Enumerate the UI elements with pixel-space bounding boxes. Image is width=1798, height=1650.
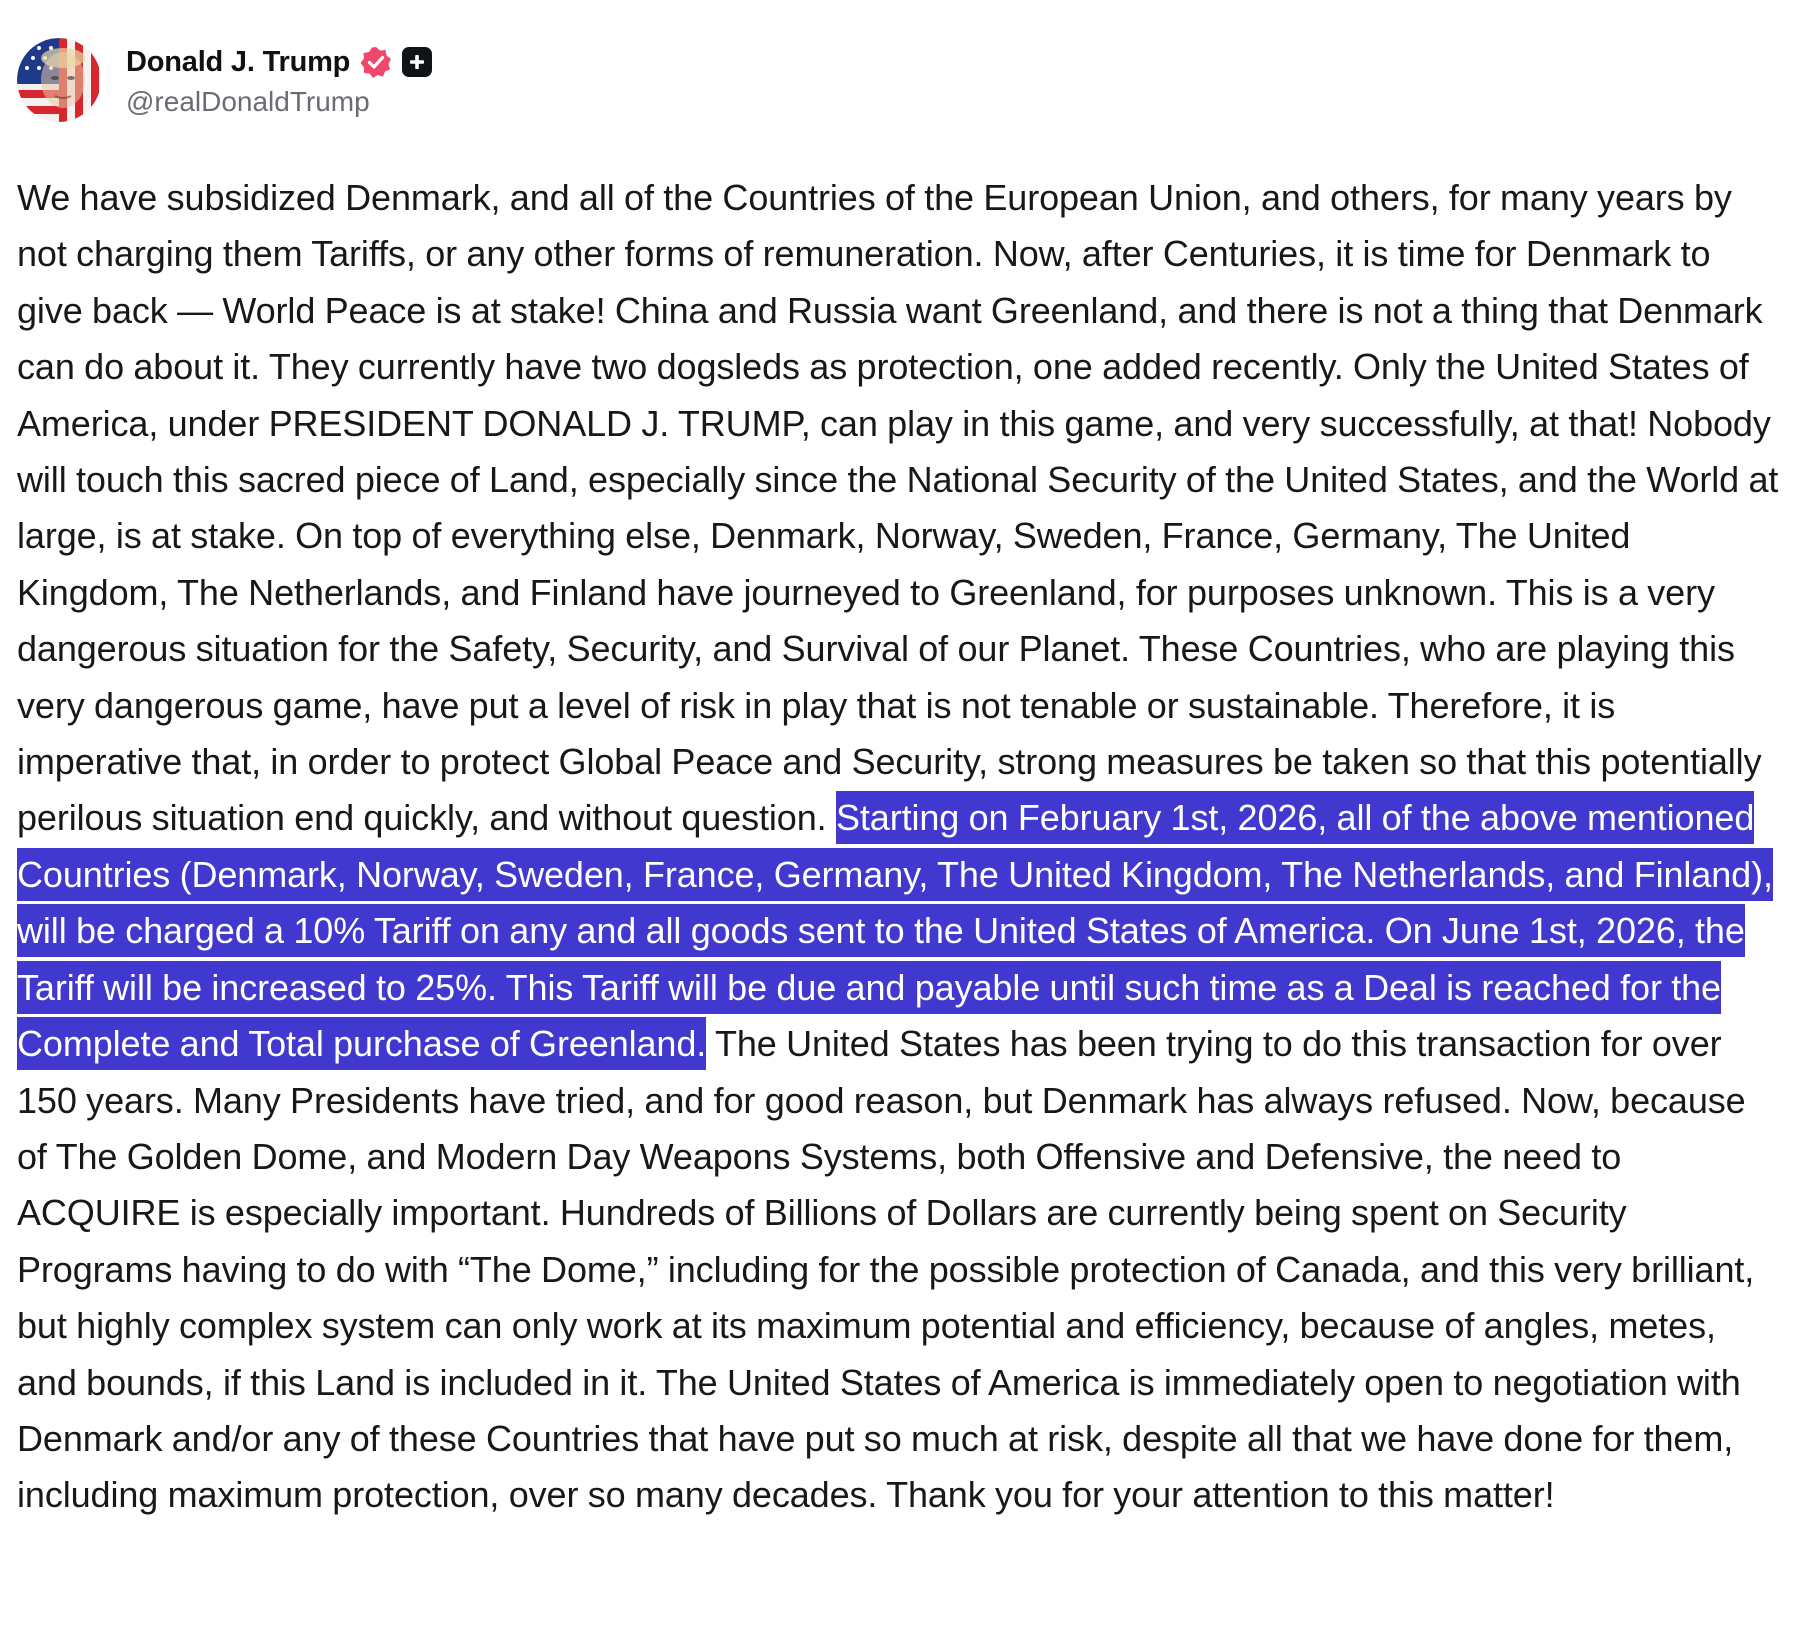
author-avatar[interactable] <box>17 38 101 122</box>
flag-portrait-avatar-icon <box>17 38 101 122</box>
post-header <box>17 38 432 122</box>
post-text-after: The United States has been trying to do this transaction for over 150 years. Many Presidents have tried, and for good reason, but Denmark has always refused. Now, because of The Golden Dome, and Modern Day Weapons Systems, both Offensive and Defensive, the need to ACQUIRE is especially important. Hundreds of Billions of Dollars are currently being spent on Security Programs having to do with “The Dome,” including for the possible protection of Canada, and this very brilliant, but highly complex system can only work at its maximum potential and efficiency, because of angles, metes, and bounds, if this Land is included in it. The United States of America is immediately open to negotiation with Denmark and/or any of these Countries that have put so much at risk, despite all that we have done for them, including maximum protection, over so many decades. Thank you for your attention to this matter! <box>17 1023 1755 1516</box>
author-handle[interactable]: @realDonaldTrump <box>126 86 370 117</box>
post-text-before: We have subsidized Denmark, and all of the Countries of the European Union, and others, for many years by not charging them Tariffs, or any other forms of remuneration. Now, after Centuries, it is time for Denmark to give back — World Peace is at stake! China and Russia want Greenland, and there is not a thing that Denmark can do about it. They currently have two dogsleds as protection, one added recently. Only the United States of America, under PRESIDENT DONALD J. TRUMP, can play in this game, and very successfully, at that! Nobody will touch this sacred piece of Land, especially since the National Security of the United States, and the World at large, is at stake. On top of everything else, Denmark, Norway, Sweden, France, Germany, The United Kingdom, The Netherlands, and Finland have journeyed to Greenland, for purposes unknown. This is a very dangerous situation for the Safety, Security, and Survival of our Planet. These Countries, who are playing this very dangerous game, have put a level of risk in play that is not tenable or sustainable. Therefore, it is imperative that, in order to protect Global Peace and Security, strong measures be taken so that this potentially perilous situation end quickly, and without question. <box>17 177 1779 839</box>
author-identity <box>126 42 432 118</box>
verified-badge-icon <box>359 45 393 79</box>
post-text <box>17 170 1782 1524</box>
author-display-name[interactable]: Donald J. Trump <box>126 45 351 78</box>
author-name-row <box>126 42 432 82</box>
post-text-highlighted: Starting on February 1st, 2026, all of the above mentioned Countries (Denmark, Norway, Sweden, France, Germany, The United Kingdom, The Netherlands, and Finland), will be charged a 10% Tariff on any and all goods sent to the United States of America. On June 1st, 2026, the Tariff will be increased to 25%. This Tariff will be due and payable until such time as a Deal is reached for the Complete and Total purchase of Greenland. <box>17 791 1773 1070</box>
plus-badge-icon <box>402 47 432 77</box>
